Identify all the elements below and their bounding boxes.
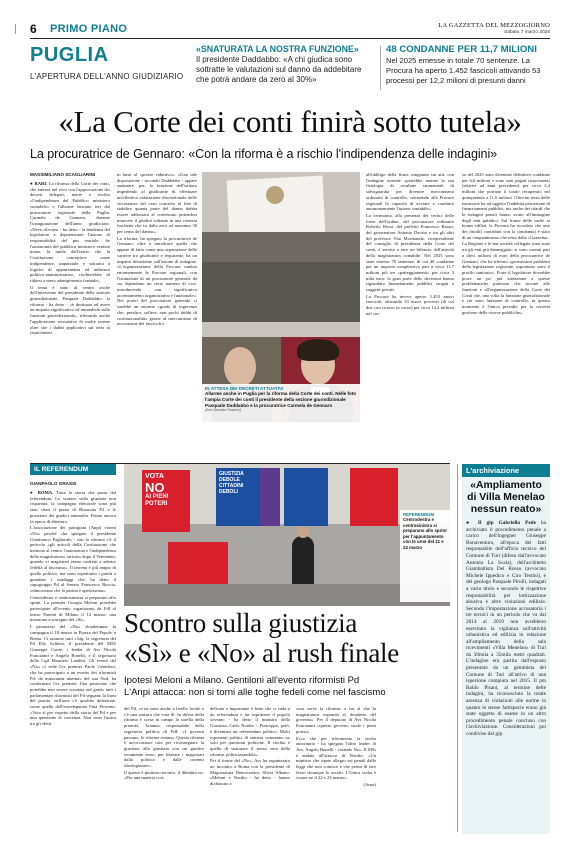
- box-condanne-kicker: 48 CONDANNE PER 11,7 MILIONI: [386, 44, 537, 55]
- referendum-column-3: [210, 706, 290, 833]
- sidebar-lead: ● Il gip Gabriella Pede: [466, 520, 536, 526]
- refcol2-para-1: del Pd, ce ne sono anche a livello locale e c'è una sinistra che vota Sì. In difesa della riforma è scesa in campo la sorella della premier, Arianna, responsabile della segreteria politica di FdI: «I governi passano, le riforme restano. Questa riforma è un'occasione rara per riconsegnare la giustizia alla giustizia con un giudice veramente terzo, per liberare i magistrati dalla politica e dalle correnti ideologizzate».: [124, 706, 204, 769]
- col2-para-2: La riforma, ha spiegato la procuratrice de Gennaro, oltre a introdurre quella che appare di fatto come una separazione delle carriere tra giudicante e requirente, ha un impatto devastante sull'azione di indagine. «L'organizzazione della Procura cambia enormemente le Procure regionali, con l'istituzione di un procuratore generale da cui dipendono un certo numero di vice, introducendo «un significativo accentramento organizzativo e funzionale». Nei poteri del procuratore generale ci sarebbe un enorme «grado di ingerenza che, peraltro, sollevo non pochi dubbi di costituzionalità» grazie al meccanismo di avocazione dei fascicoli e: [117, 235, 197, 327]
- col4-para-2: La cerimonia, alla presenza dei vertici delle forze dell'ordine, del procuratore ordinario Roberto Rossi, del prefetto Francesco Russo, del governatore Antonio Decaro e tra gli altri del professor Vito Mormando, vicepresidente del consiglio di presidenza della Corte dei conti, è servita a fare un bilancio dell'attività della magistratura contabile. Nel 2025 sono state emesse 70 sentenze, di cui 48 condanne per un importo complessivo pari a circa 11,7 milioni più tre «patteggiamenti» per circa 3 mila euro: la gran parte delle decisioni hanno riguardato finanziamenti pubblici erogati a soggetti privati.: [366, 212, 454, 293]
- photo-caption-block: [202, 384, 360, 424]
- referendum-byline: GIANPAOLO GRASSI: [30, 481, 77, 486]
- pedestrian-head: [297, 526, 309, 538]
- box-snaturata-kicker: «SNATURATA LA NOSTRA FUNZIONE»: [196, 44, 359, 54]
- col1-para-1: ● BARI. La riforma della Corte dei conti, che entrerà nel vivo con l'approvazione dei decreti delegati, mette a rischio «l'indipendenza del Pubblico ministero contabile» e l'allarme lanciato ieri dal procuratore regionale della Puglia, Carmela de Gennaro, durante l'inaugurazione dell'anno giudiziario. «Deve rilevarsi - ha detto - la tendenza del legislatore a depotenziare l'azione di responsabilità del pm erariale. Se l'autonomia del pubblico ministero venisse meno, la tutela dell'erario che la Costituzione concepisce come indipendente, imparziale e sottratta a logiche di appartenenza ed indirizzo politico-amministrativo, rischierebbe di ridursi a mero adempimento formale».: [30, 181, 110, 283]
- photo-caption-text: Allarme anche in Puglia per la riforma della Corte dei conti. Nelle foto l'ampia Corte dei conti il presidente della sezione giurisdizionale Pasquale Daddabbo e la procuratrice Carmela de Gennaro: [205, 391, 357, 408]
- second-headline-2: «Sì» e «No» al rush finale: [124, 638, 399, 668]
- refcol2-para-2: Il questo è piuttosto tecnico, il dibattito no. «Per una materia così: [124, 769, 204, 781]
- box-condanne: [386, 44, 550, 94]
- sidebar-paragraph: ● Il gip Gabriella Pede ha archiviato il procedimento penale a carico dell'ingegner Giuseppe Bonaventura, all'epoca dei fatti responsabile dell'ufficio tecnico del Comune di Turi (difeso dall'avvocato Antonio La Scala), dell'architetto Giambattista Del Rosso (avvocato Michele Ippedico e Ciro Testini), e del geologo Pasquale Pirulli, indagati a vario titolo e secondo le rispettive responsabilità per lottizzazione abusiva e altre violazioni edilizie. Secondo l'impostazione accusatoria i tre tecnici in un periodo che va dal 2014 al 2019 non avrebbero esercitato la vigilanza sull'attività urbanistica ed edilizia in relazione all'ampliamento della sala ricevimenti «Villa Menelao» di Turi da 30mila a 35mila metri quadrati. L'indagine era partita dall'esposto presentato da un gemmista del Comune di Turi all'attivo di una ispezione compiuta nel 2015. Il pm Baldo Pisani, al termine delle indagini, ha riconosciuto la totale assenza di violazioni alle norme in quanto le stesse fattispecie erano già state oggetto di esame in un altro procedimento penale concluso con l'archiviazione. Considerazioni poi condivise dal gip.: [466, 520, 546, 737]
- article-column-5: [462, 172, 550, 458]
- ansa-signature: (Ansa): [363, 782, 376, 788]
- region-subtitle: L'APERTURA DELL'ANNO GIUDIZIARIO: [30, 72, 184, 81]
- refcol4-para-1: cosa serve la riforma: a far sì che la magistratura risponda al desiderio del governo». Per il deputato di Avs Nicola Fratoianni «questo governo vuole i pieni poteri».: [296, 706, 376, 734]
- header-rule: [30, 38, 550, 39]
- col4-para-3: La Procura ha invece aperto 1.452 nuovi fascicoli, attivando 53 nuovi processi (di cui due con ricorso in corso) per circa 12,2 milioni nel cor-: [366, 293, 454, 316]
- photo-credit: (foto Donato Fasano): [205, 408, 241, 413]
- sidebar-separator: [457, 464, 458, 832]
- referendum-label: IL REFERENDUM: [34, 466, 89, 473]
- second-headline-1: Scontro sulla giustizia: [124, 608, 358, 638]
- ceremony-hall: [202, 262, 360, 322]
- poster-vota-no-3: [350, 468, 398, 526]
- issue-date: Sabato 7 marzo 2026: [504, 30, 550, 35]
- ref-dateline: ● ROMA.: [30, 490, 54, 495]
- refcol4-para-2: Ecco che per riferimento la svolta autoritaria - ha spiegato l'altro leader di Avs, Angelo Bonelli - votando No». Il M5s è andato all'attacco di Nordio: «Un ministro che ripete allegro sui penali dalle leggi che non conosce e che pensa di fare fesso chiunque lo ascolti. L'Unica scelta è votare no il 22 e 23 marzo».: [296, 735, 376, 781]
- referendum-column-4: [296, 706, 376, 833]
- second-subhead-1: Ipotesi Meloni a Milano. Gentiloni all'evento riformisti Pd: [124, 675, 360, 686]
- box-separator: [380, 46, 381, 90]
- referendum-column-2: [124, 706, 204, 833]
- main-subheadline: La procuratrice de Gennaro: «Con la riforma è a rischio l'indipendenza delle indagini»: [30, 147, 498, 161]
- box-condanne-text: Nel 2025 emesse in totale 70 sentenze. La Procura ha aperto 1.452 fascicoli attivando 53 processi per 12,2 milioni di presunti danni: [386, 56, 541, 85]
- ref-para-4: I promotori del «No» chiuderanno la campagna il 18 marzo in Piazza del Popolo a Roma. Ci saranno tutti i big: la segretaria del Pd Elly Schlein, il presidente del M5S Giuseppe Conte, i leader di Avs Nicola Fratoianni e Angelo Bonelli, e il segretario della Cgil Maurizio Landini. Gli eventi del «No» ci vede l'ex premier Paolo Gentiloni, che ha partecipato a un evento dei riformisti Pd: da minoranza interna» del suo Nod, ha confermato l'ex premier. Una posizione che potrebbe non essere scontata nel grado tutti i parlamentari riformisti del Pd seguano la linea del partito, nell'area c'è qualche defezione, come quella dell'eurodeputata Pina Picierno: «Voto sì per rispetto della storia del Pd e per una questione di coerenza. Non sono l'unica tra gli eletti: [30, 624, 116, 727]
- referendum-caption-text: Centrodestra e centrosinistra si preparano allo sprint per l'appuntamento con le urne del 21 e 22 marzo: [403, 517, 447, 550]
- article-column-4: [366, 172, 454, 458]
- main-headline: «La Corte dei conti finirà sotto tutela»: [58, 104, 522, 139]
- region-block: [30, 44, 195, 92]
- referendum-caption: [400, 510, 450, 602]
- ref-para-1: ● ROMA. Tutta la storia che passa dal referendum. Lo scontro sulla giustizia non risparmia, la campagna elettorale sono più stati citati il piano di Rinascita P2 e le posizioni dei giudici antimafia. Prima ancora fa epoca di dittatura.: [30, 490, 116, 524]
- box-snaturata: [196, 44, 374, 94]
- col5-para-1: so del 2025 sono diventate definitive condanne per 6,6 milioni e sono stati pagati risarcimenti (relativi ad anni precedenti) per circa 2,4 milioni che portano il totale recuperato nel quinquennio a 11,6 milioni. Oltre un terzo delle istruttorie ha ad oggetto l'indebita percezione di finanziamenti pubblici, ma anche dei ritardi che le indagini penali hanno avuto all'immagine degli enti pubblici. Sul fronte delle truffe ai bonus edilizi, la Procura ha ricordato che uno dei (molti) contributi con la condanna) è stato di un cinquantesimo che resta dalla «Gazzetta».: [462, 172, 550, 240]
- article-column-2: [117, 172, 197, 458]
- referendum-caption-kicker: REFERENDUM: [403, 512, 434, 517]
- box-snaturata-text: Il presidente Daddabbo: «A chi giudica sono sottratte le valutazioni sul danno da addebitare che potrà andare da zero al 30%»: [196, 55, 362, 85]
- col4-para-1: all'obbligo della firma congiunta sui atti, con l'indagine erariale «potrebbe mutare la sua fisiologia di resultate strumentali di salvaguardia per divenire meccanismo ordinario di controllo, sottraendo alle Procure regionali la capacità di avviare e condurre autonomamente l'azione contabile».: [366, 172, 454, 212]
- ref-para-3: Centrodestra e centrosinistra si preparano allo sprint. La premier Giorgia Meloni potrebbe partecipare all'evento organizzato da Fdl al teatro Parenti di Milano il 12 marzo: una maratona a sostegno del «Sì».: [30, 594, 116, 623]
- refcol3-para-2: Per il fronte del «No», Avs ha organizzato un incontro a Roma con la presidente di Magistratura Democratica, Silvia Albano: «Meloni e Nordio - ha detto - hanno dichiarato a: [210, 758, 290, 787]
- dateline: ● BARI.: [30, 181, 48, 186]
- poster-vota-no-1: VOTA NO AI PIENI POTERI: [142, 470, 190, 532]
- sidebar-body: [462, 520, 550, 738]
- header-divider: [15, 24, 16, 34]
- referendum-column-1: [30, 481, 116, 833]
- refcol3-para-1: delicata e importante è bene che ci vada a un referendum e far esprimere il popolo sovrano - ha detto il ministro della Giustizia, Carlo Nordio -. Purtroppo, però, è diventato un referendum politico. Molti esponenti politici di sinistra voteranno no solo per questioni politiche. Il rischio è quello di snaturare il senso vero della riforma, politicizzandola».: [210, 706, 290, 757]
- article-column-1: [30, 172, 110, 458]
- poster-purple: [260, 468, 280, 526]
- byline: MASSIMILIANO SCAGLIARINI: [30, 172, 96, 177]
- sidebar-box: [462, 464, 550, 834]
- newspaper-name: LA GAZZETTA DEL MEZZOGIORNO: [438, 22, 550, 29]
- referendum-label-bar: [30, 464, 116, 475]
- col5-para-2: La Regione e le sue società collegate sono state tra gli enti più danneggiati: si sono contati pari a dieci milioni di euro della procuratrice de Gennaro, che ha rilevato «grossissimi problemi della legislazione regionale, soprattutto sotto il profilo sanitario». Forte il legislatore dovrebbe porre un po' più attenzione a queste problematiche piuttosto che trovare alle funzioni e all'organizzazione della Corte dei Conti che, una volta la funzione giurisdizionale e ciò sono funzione di controllo, in questo momento è l'unico presidio per la corretta gestione delle risorse pubbliche».: [462, 241, 550, 315]
- poster-giustizia-debole-2: [284, 468, 328, 526]
- second-subhead-2: L'Anpi attacca: non si torni alle toghe fedeli come nel fascismo: [124, 687, 386, 698]
- col1-para-2: Il tema è stato al centro anche dell'intervento del presidente della sezione giurisdizionale, Pasquale Daddabbo: la riforma - ha detto - «è destinata ad avere un impatto significativo ed immediato sulle funzioni giurisdizionali», rilevando anche l'applicazione retroattiva di molte norme oltre che i dubbi applicativi sul tetto ai risarcimenti: [30, 284, 110, 336]
- ref-para-2: L'associazione dei partigiani (Anpi) voterà «No» perché «ha spiegato il presidente Gianfranco Pagliarulo - con la riforma c'è il pericolo «gli articoli della Costituzione che mettono al centro l'autonomia e l'indipendenza della magistratura» arrivato dopo il Ventennio, quando vi magistrati erano costretti a aderire fedeltà al fascismo». Il terreno è più ampio di quello politico, ma sono soprattutto i partiti a guardare i sondaggi che, ha detto il capogruppo Pd al Senato Francesco Boccia, «dimostrano che la partita è apertissima».: [30, 525, 116, 593]
- page-header: [30, 22, 550, 38]
- page-number: 6: [30, 22, 37, 36]
- poster-giustizia-debole-1: GIUSTIZIA DEBOLE CITTADINI DEBOLI: [216, 468, 260, 526]
- col2-para-1: in base al «potere riduttivo»: «Una tale disposizione - secondo Daddabbo - appare snaturare, per, la funzione dell'istituto impedendo al giudicante di effettuare un'effettiva valutazione discrezionale delle circostanze del caso concreto al fine di stabilire quanta parte del danno debba essere addossata al convenuto potendosi muovere il giudice soltanto in una ristretta forchetta che va dalla zero ad massimo 30 per cento del danno».: [117, 172, 197, 235]
- region-name: PUGLIA: [30, 44, 109, 66]
- sidebar-kicker: L'archiviazione: [462, 464, 550, 477]
- emblem-icon: [266, 186, 284, 204]
- photo-caption-kicker: IN ATTESA DEI DECRETI ATTUATIVI: [205, 386, 284, 391]
- sidebar-title: «Ampliamento di Villa Menelao nessun reato»: [467, 480, 545, 515]
- section-name: PRIMO PIANO: [50, 23, 128, 35]
